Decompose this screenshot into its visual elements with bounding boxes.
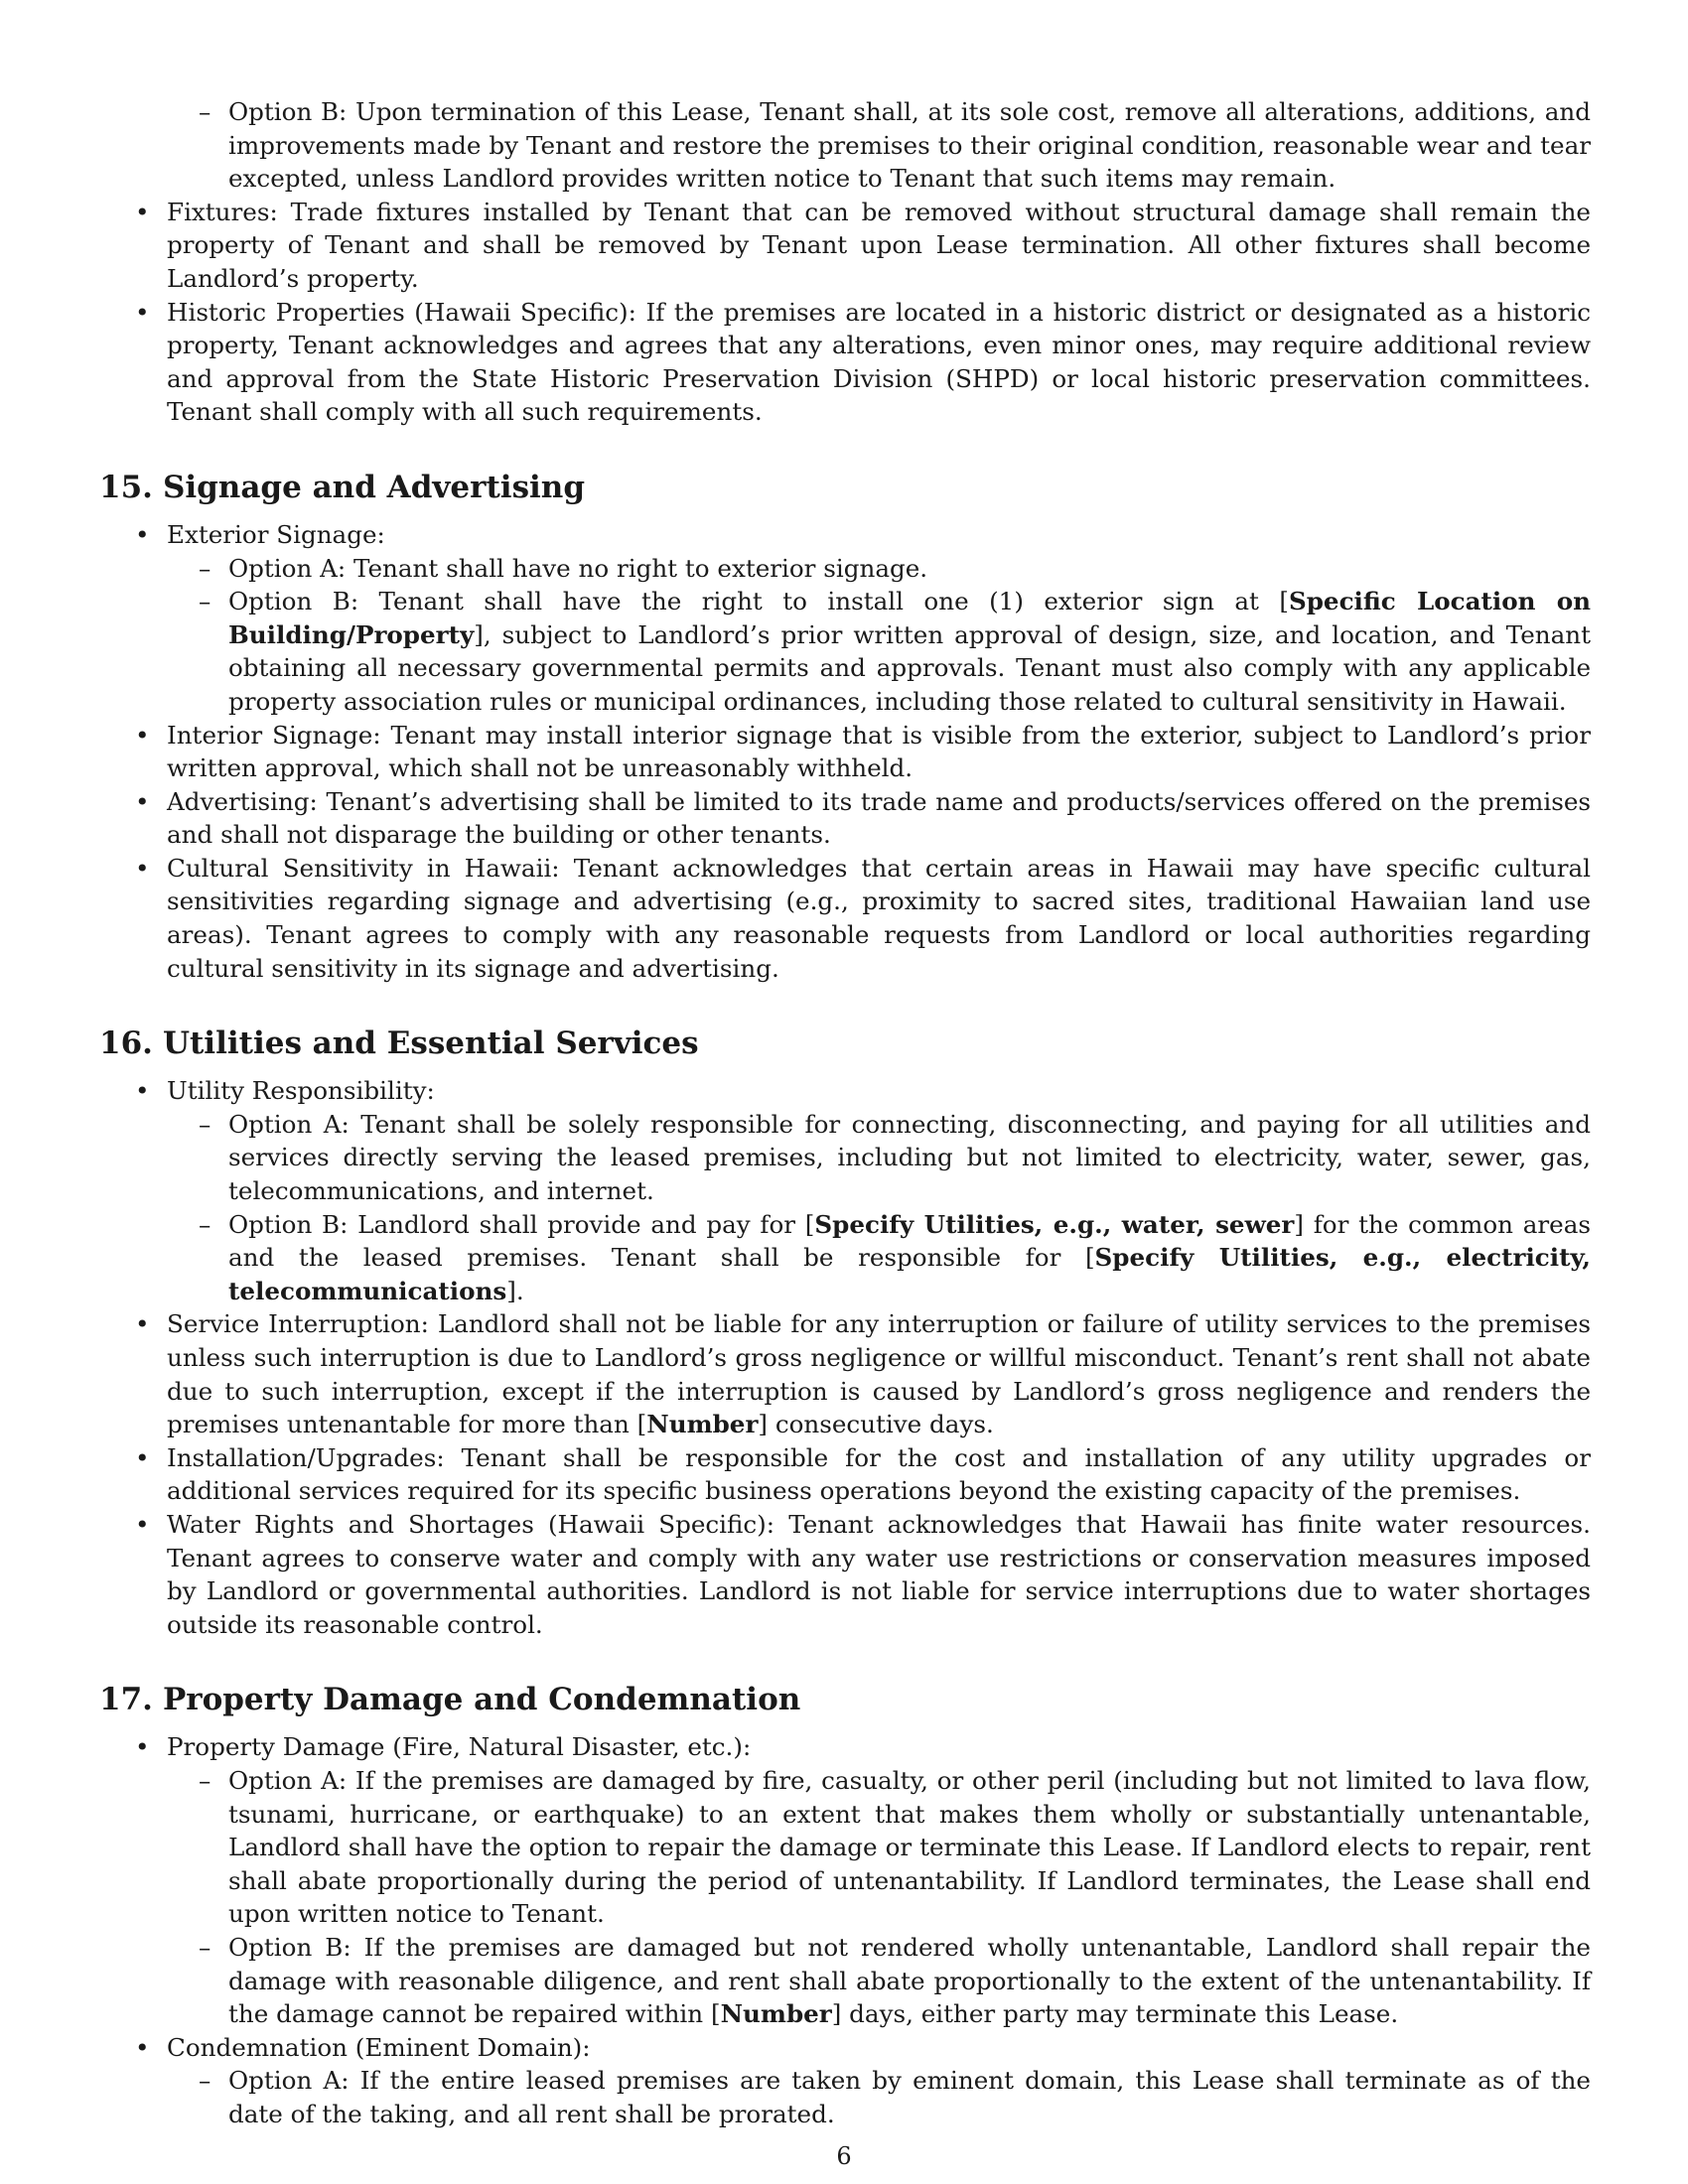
placeholder-field: Specify Utilities, e.g., water, sewer [814, 1209, 1295, 1239]
section-17-heading [99, 1681, 1591, 1718]
section-16-list [99, 1074, 1591, 1641]
list-item-interior-signage: • Interior Signage: Tenant may install interior signage that is visible from the exterior, subject to Landlord’s prior written approval, which shall not be unreasonably withheld. [99, 719, 1591, 785]
list-item-water-rights: • Water Rights and Shortages (Hawaii Specific): Tenant acknowledges that Hawaii has finite water resources. Tenant agrees to conserve water and comply with any water use restrictions or conservation measures imposed by Landlord or governmental authorities. Landlord is not liable for service interruptions due to water shortages outside its reasonable control. [99, 1508, 1591, 1641]
list-item-option-a: – Option A: If the premises are damaged by fire, casualty, or other peril (including but not limited to lava flow, tsunami, hurricane, or earthquake) to an extent that makes them wholly or substantially untenantable, Landlord shall have the option to repair the damage or terminate this Lease. If Landlord elects to repair, rent shall abate proportionally during the period of untenantability. If Landlord terminates, the Lease shall end upon written notice to Tenant. [167, 1764, 1591, 1931]
list-item-utility-responsibility: • Utility Responsibility: – Option A: Tenant shall be solely responsible for connecting, disconnecting, and paying for all utilities and services directly serving the leased premises, including but not limited to electricity, water, sewer, gas, telecommunications, and internet. – Option B: Landlord shall provide and pay for [Specify Utilities, e.g., water, sewer] for the common areas and the leased premises. Tenant shall be responsible for [Specify Utilities, e.g., electricity, telecommunications]. [99, 1074, 1591, 1307]
continuation-list [99, 196, 1591, 429]
damage-options [167, 1764, 1591, 2031]
section-title: Property Damage and Condemnation [162, 1682, 801, 1718]
page-number: 6 [836, 2142, 852, 2170]
utility-options [167, 1108, 1591, 1308]
placeholder-field: Number [646, 1410, 759, 1439]
list-item-service-interruption: • Service Interruption: Landlord shall not be liable for any interruption or failure of utility services to the premises unless such interruption is due to Landlord’s gross negligence or willful misconduct. Tenant’s rent shall not abate due to such interruption, except if the interruption is caused by Landlord’s gross negligence and renders the premises untenantable for more than [Number] consecutive days. [99, 1307, 1591, 1440]
list-item-option-a: – Option A: Tenant shall be solely responsible for connecting, disconnecting, and paying for all utilities and services directly serving the leased premises, including but not limited to electricity, water, sewer, gas, telecommunications, and internet. [167, 1108, 1591, 1208]
section-16-heading [99, 1024, 1591, 1062]
list-item-option-a: – Option A: If the entire leased premises are taken by eminent domain, this Lease shall terminate as of the date of the taking, and all rent shall be prorated. [167, 2064, 1591, 2130]
list-item-option-a: – Option A: Tenant shall have no right to exterior signage. [167, 552, 1591, 586]
list-item-option-b: – Option B: Tenant shall have the right to install one (1) exterior sign at [Specific Location on Building/Property], subject to Landlord’s prior written approval of design, size, and location, and Tenant obtaining all necessary governmental permits and approvals. Tenant must also comply with any applicable property association rules or municipal ordinances, including those related to cultural sensitivity in Hawaii. [167, 585, 1591, 718]
option-b-removal: – Option B: Upon termination of this Lease, Tenant shall, at its sole cost, remove all alterations, additions, and improvements made by Tenant and restore the premises to their original condition, reasonable wear and tear excepted, unless Landlord provides written notice to Tenant that such items may remain. [99, 95, 1591, 196]
list-item-option-b: – Option B: If the premises are damaged but not rendered wholly untenantable, Landlord shall repair the damage with reasonable diligence, and rent shall abate proportionally to the extent of the untenantability. If the damage cannot be repaired within [Number] days, either party may terminate this Lease. [167, 1931, 1591, 2031]
list-item-historic: • Historic Properties (Hawaii Specific): If the premises are located in a historic district or designated as a historic property, Tenant acknowledges and agrees that any alterations, even minor ones, may require additional review and approval from the State Historic Preservation Division (SHPD) or local historic preservation committees. Tenant shall comply with all such requirements. [99, 296, 1591, 429]
list-item-advertising: • Advertising: Tenant’s advertising shall be limited to its trade name and products/services offered on the premises and shall not disparage the building or other tenants. [99, 785, 1591, 852]
section-number: 17. [99, 1682, 153, 1718]
list-item-installation: • Installation/Upgrades: Tenant shall be responsible for the cost and installation of any utility upgrades or additional services required for its specific business operations beyond the existing capacity of the premises. [99, 1441, 1591, 1508]
list-item-cultural-sensitivity: • Cultural Sensitivity in Hawaii: Tenant acknowledges that certain areas in Hawaii may have specific cultural sensitivities regarding signage and advertising (e.g., proximity to sacred sites, traditional Hawaiian land use areas). Tenant agrees to comply with any reasonable requests from Landlord or local authorities regarding cultural sensitivity in its signage and advertising. [99, 852, 1591, 985]
placeholder-field: Specify Utilities, e.g., electricity, telecommunications [228, 1243, 1591, 1305]
section-17-list [99, 1730, 1591, 2130]
section-number: 16. [99, 1025, 153, 1062]
section-15-heading [99, 469, 1591, 506]
placeholder-field: Number [720, 1999, 832, 2029]
section-number: 15. [99, 469, 153, 505]
list-item-exterior-signage: • Exterior Signage: – Option A: Tenant shall have no right to exterior signage. – Option B: Tenant shall have the right to install one (1) exterior sign at [Specific Location on Building/Property], subject to Landlord’s prior written approval of design, size, and location, and Tenant obtaining all necessary governmental permits and approvals. Tenant must also comply with any applicable property association rules or municipal ordinances, including those related to cultural sensitivity in Hawaii. [99, 518, 1591, 719]
exterior-options [167, 552, 1591, 719]
placeholder-field: Specific Location on Building/Property [228, 587, 1592, 649]
section-title: Signage and Advertising [162, 469, 586, 505]
page-content [99, 95, 1591, 2130]
section-15-list [99, 518, 1591, 985]
list-item-option-b: – Option B: Landlord shall provide and pay for [Specify Utilities, e.g., water, sewer] for the common areas and the leased premises. Tenant shall be responsible for [Specify Utilities, e.g., electricity, telecommunications]. [167, 1208, 1591, 1308]
condemnation-options [167, 2064, 1591, 2130]
section-title: Utilities and Essential Services [162, 1025, 699, 1062]
list-item-property-damage: • Property Damage (Fire, Natural Disaster, etc.): – Option A: If the premises are damaged by fire, casualty, or other peril (including but not limited to lava flow, tsunami, hurricane, or earthquake) to an extent that makes them wholly or substantially untenantable, Landlord shall have the option to repair the damage or terminate this Lease. If Landlord elects to repair, rent shall abate proportionally during the period of untenantability. If Landlord terminates, the Lease shall end upon written notice to Tenant. – Option B: If the premises are damaged but not rendered wholly untenantable, Landlord shall repair the damage with reasonable diligence, and rent shall abate proportionally to the extent of the untenantability. If the damage cannot be repaired within [Number] days, either party may terminate this Lease. [99, 1730, 1591, 2030]
list-item-fixtures: • Fixtures: Trade fixtures installed by Tenant that can be removed without structural damage shall remain the property of Tenant and shall be removed by Tenant upon Lease termination. All other fixtures shall become Landlord’s property. [99, 196, 1591, 296]
list-item-condemnation: • Condemnation (Eminent Domain): – Option A: If the entire leased premises are taken by eminent domain, this Lease shall terminate as of the date of the taking, and all rent shall be prorated. [99, 2031, 1591, 2131]
